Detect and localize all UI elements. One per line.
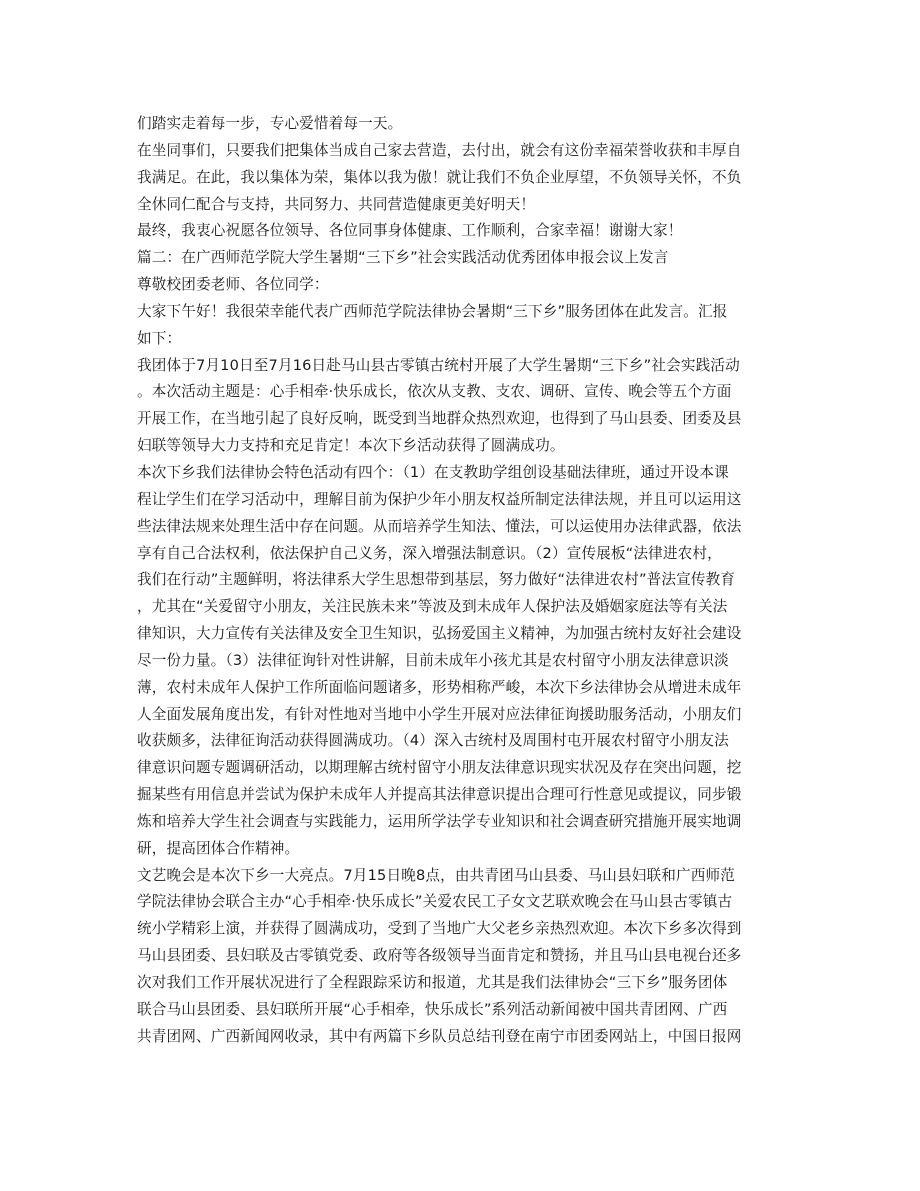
text-line: 尊敬校团委老师、各位同学： [137,276,329,294]
text-line: 。本次活动主题是：心手相牵·快乐成长，依次从支教、支农、调研、宣传、晚会等五个方面 [137,383,732,401]
text-line: 程让学生们在学习活动中，理解目前为保护少年小朋友权益所制定法律法规，并且可以运用这 [137,490,742,508]
text-line: 如下： [137,329,182,347]
text-line: 收获颇多，法律征询活动获得圆满成功。（4）深入古统村及周围村屯开展农村留守小朋友法 [137,732,729,750]
text-line: 文艺晚会是本次下乡一大亮点。7月15日晚8点，由共青团马山县委、马山县妇联和广西师范 [137,866,736,884]
text-line: 最终，我衷心祝愿各位领导、各位同事身体健康、工作顺利，合家幸福！谢谢大家！ [137,222,683,240]
text-line: 全休同仁配合与支持，共同努力、共同营造健康更美好明天！ [137,195,536,213]
text-line: ，尤其在“关爱留守小朋友，关注民族未来”等波及到未成年人保护法及婚姻家庭法等有关法 [137,598,728,616]
text-line: 律知识，大力宣传有关法律及安全卫生知识，弘扬爱国主义精神，为加强古统村友好社会建设 [137,625,742,643]
text-line: 我们在行动”主题鲜明，将法律系大学生思想带到基层，努力做好“法律进农村”普法宣传教育 [137,571,736,589]
text-line: 马山县团委、县妇联及古零镇党委、政府等各级领导当面肯定和赞扬，并且马山县电视台还多 [137,947,742,965]
text-line: 在坐同事们，只要我们把集体当成自己家去营造，去付出，就会有这份幸福荣誉收获和丰厚自 [137,141,742,159]
text-line: 研，提高团体合作精神。 [137,839,300,857]
text-line: 些法律法规来处理生活中存在问题。从而培养学生知法、懂法，可以运使用办法律武器，依法 [137,517,742,535]
text-line: 薄，农村未成年人保护工作所面临问题诸多，形势相称严峻，本次下乡法律协会从增进未成年 [137,678,742,696]
text-line: 共青团网、广西新闻网收录，其中有两篇下乡队员总结刊登在南宁市团委网站上，中国日报网 [137,1027,742,1045]
text-line: 们踏实走着每一步，专心爱惜着每一天。 [137,115,403,132]
text-line: 学院法律协会联合主办“心手相牵·快乐成长”关爱农民工子女文艺联欢晚会在马山县古零镇古 [137,893,733,911]
document-body [137,111,785,1051]
text-line: 人全面发展角度出发，有针对性地对当地中小学生开展对应法律征询援助服务活动，小朋友们 [137,705,742,723]
text-line: 我满足。在此，我以集体为荣，集体以我为傲！就让我们不负企业厚望，不负领导关怀，不负 [137,168,742,186]
text-line: 享有自己合法权利，依法保护自己义务，深入增强法制意识。（2）宣传展板“法律进农村， [137,544,722,562]
text-line: 篇二：在广西师范学院大学生暑期“三下乡”社会实践活动优秀团体申报会议上发言 [137,249,669,267]
text-line: 统小学精彩上演，并获得了圆满成功，受到了当地广大父老乡亲热烈欢迎。本次下乡多次得到 [137,920,742,938]
text-line: 次对我们工作开展状况进行了全程跟踪采访和报道，尤其是我们法律协会“三下乡”服务团体 [137,974,728,991]
text-line: 我团体于7月10日至7月16日赴马山县古零镇古统村开展了大学生暑期“三下乡”社会实践活动 [137,356,740,374]
text-line: 妇联等领导大力支持和充足肯定！本次下乡活动获得了圆满成功。 [137,437,565,455]
text-line: 大家下午好！我很荣幸能代表广西师范学院法律协会暑期“三下乡”服务团体在此发言。汇报 [137,302,728,320]
text-line: 炼和培养大学生社会调查与实践能力，运用所学法学专业知识和社会调查研究措施开展实地调 [137,812,742,830]
text-line: 尽一份力量。（3）法律征询针对性讲解，目前未成年小孩尤其是农村留守小朋友法律意识淡 [137,651,729,669]
text-line: 律意识问题专题调研活动，以期理解古统村留守小朋友法律意识现实状况及存在突出问题，挖 [137,759,742,777]
text-line: 本次下乡我们法律协会特色活动有四个：（1）在支教助学组创设基础法律班，通过开设本课 [137,463,729,481]
text-line: 掘某些有用信息并尝试为保护未成年人并提高其法律意识提出合理可行性意见或提议，同步锻 [137,786,742,804]
text-line: 开展工作，在当地引起了良好反响，既受到当地群众热烈欢迎，也得到了马山县委、团委及县 [137,410,742,428]
text-line: 联合马山县团委、县妇联所开展“心手相牵，快乐成长”系列活动新闻被中国共青团网、广西 [137,1000,728,1018]
